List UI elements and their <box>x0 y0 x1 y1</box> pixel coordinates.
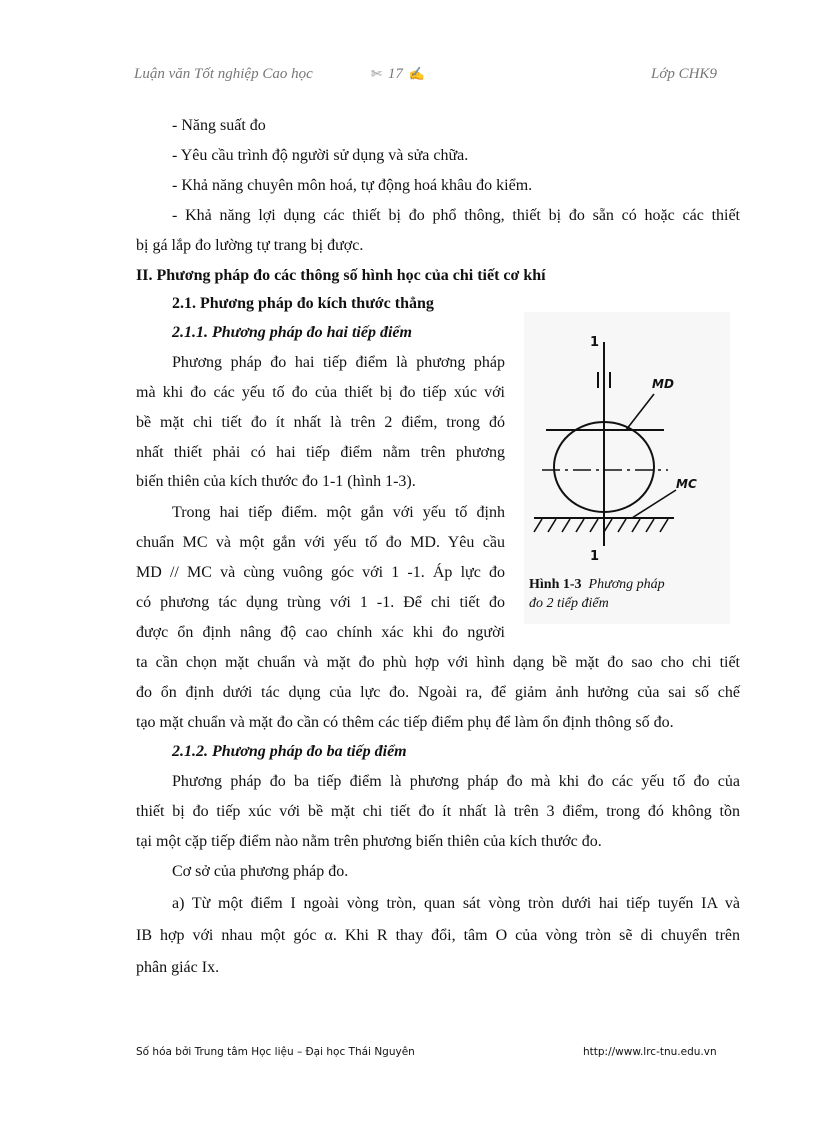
body-line: Trong hai tiếp điểm. một gắn với yếu tố định <box>172 504 505 521</box>
body-line: chuẩn MC và một gắn với yếu tố đo MD. Yêu cầu <box>136 534 505 551</box>
body-line: nhất thiết phải có hai tiếp điểm nằm trên phương <box>136 444 505 461</box>
body-line: tạo mặt chuẩn và mặt đo cần có thêm các tiếp điểm phụ để làm ổn định thông số đo. <box>136 714 674 731</box>
body-line: bị gá lắp đo lường tự trang bị được. <box>136 237 364 254</box>
md-leader <box>626 394 654 430</box>
body-line: Phương pháp đo hai tiếp điểm là phương pháp <box>172 354 505 371</box>
body-line: a) Từ một điểm I ngoài vòng tròn, quan sát vòng tròn dưới hai tiếp tuyến IA và <box>172 895 740 912</box>
figure-caption <box>529 575 665 613</box>
caption-text-1: Phương pháp <box>588 577 665 592</box>
base-hatching <box>534 519 668 532</box>
body-line: được ổn định nâng độ cao chính xác khi đo người <box>136 624 505 641</box>
page-number <box>365 66 431 83</box>
page-number-value: 17 <box>387 66 403 82</box>
section-heading-2-1-1: 2.1.1. Phương pháp đo hai tiếp điểm <box>172 324 412 341</box>
label-md: MD <box>652 377 674 391</box>
body-line: - Năng suất đo <box>172 117 266 134</box>
body-line: thiết bị đo tiếp xúc với bề mặt chi tiết đo ít nhất là trên 3 điểm, trong đó không tồn <box>136 803 740 820</box>
body-line: ta cần chọn mặt chuẩn và mặt đo phù hợp với hình dạng bề mặt đo sao cho chi tiết <box>136 654 740 671</box>
scissors-left-icon: ✄ <box>371 66 382 81</box>
body-line: - Khả năng chuyên môn hoá, tự động hoá khâu đo kiểm. <box>172 177 533 194</box>
body-line: phân giác Ix. <box>136 959 220 976</box>
body-line: có phương tác dụng trùng với 1 -1. Để chi tiết đo <box>136 594 505 611</box>
body-line: mà khi đo các yếu tố đo của thiết bị đo tiếp xúc với <box>136 384 505 401</box>
body-line: tại một cặp tiếp điểm nào nằm trên phương biến thiên của kích thước đo. <box>136 833 602 850</box>
body-line: bề mặt chi tiết đo ít nhất là trên 2 điểm, trong đó <box>136 414 505 431</box>
section-heading-2-1: 2.1. Phương pháp đo kích thước thẳng <box>172 295 434 312</box>
mc-leader <box>632 490 676 518</box>
caption-text-2: đo 2 tiếp điểm <box>529 596 609 611</box>
body-line: - Khả năng lợi dụng các thiết bị đo phổ thông, thiết bị đo sẵn có hoặc các thiết <box>172 207 740 224</box>
body-line: Cơ sở của phương pháp đo. <box>172 863 349 880</box>
caption-label: Hình 1-3 <box>529 577 582 592</box>
body-line: biến thiên của kích thước đo 1-1 (hình 1-3). <box>136 473 416 490</box>
body-line: Phương pháp đo ba tiếp điểm là phương pháp đo mà khi đo các yếu tố đo của <box>172 773 740 790</box>
footer-source: Số hóa bởi Trung tâm Học liệu – Đại học Thái Nguyên <box>136 1046 415 1058</box>
body-line: MD // MC và cùng vuông góc với 1 -1. Áp lực đo <box>136 564 505 581</box>
label-bottom-1: 1 <box>590 549 600 564</box>
running-header-title: Luận văn Tốt nghiệp Cao học <box>134 66 313 82</box>
body-line: - Yêu cầu trình độ người sử dụng và sửa chữa. <box>172 147 469 164</box>
running-header-class: Lớp CHK9 <box>651 66 717 82</box>
label-mc: MC <box>676 477 697 491</box>
pen-icon: ✍ <box>408 66 426 81</box>
label-top-1: 1 <box>590 335 600 350</box>
section-heading-ii: II. Phương pháp đo các thông số hình học của chi tiết cơ khí <box>136 267 546 284</box>
footer-url: http://www.lrc-tnu.edu.vn <box>583 1046 717 1058</box>
body-line: đo ổn định dưới tác dụng của lực đo. Ngoài ra, để giảm ảnh hưởng của sai số chế <box>136 684 740 701</box>
section-heading-2-1-2: 2.1.2. Phương pháp đo ba tiếp điểm <box>172 743 407 760</box>
body-line: IB hợp với nhau một góc α. Khi R thay đổi, tâm O của vòng tròn sẽ di chuyển trên <box>136 927 740 944</box>
